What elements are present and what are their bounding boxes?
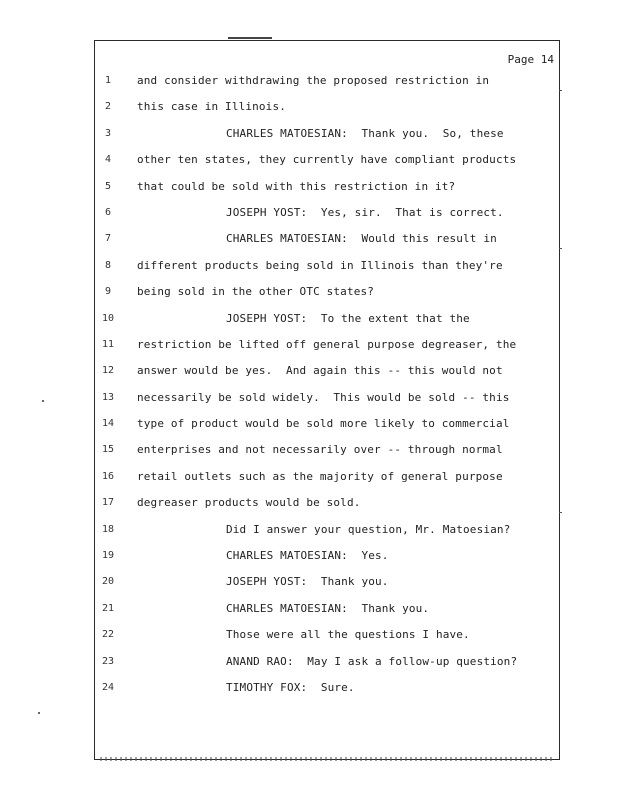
line-number: 8 [104,259,112,271]
line-number: 18 [101,523,115,535]
edge-tick [559,512,562,513]
line-number: 16 [101,470,115,482]
line-text: that could be sold with this restriction in it? [137,179,456,193]
transcript-line [0,385,618,411]
transcript-line [0,464,618,490]
line-number: 14 [101,418,115,430]
line-number: 21 [101,602,115,614]
line-text: being sold in the other OTC states? [137,285,375,299]
line-text: JOSEPH YOST: Yes, sir. That is correct. [226,205,504,219]
bottom-scan-noise [100,757,555,761]
transcript-line [0,569,618,595]
line-text: TIMOTHY FOX: Sure. [226,680,355,694]
line-text: ANAND RAO: May I ask a follow-up question? [226,654,518,668]
line-text: CHARLES MATOESIAN: Thank you. So, these [226,126,504,140]
line-number: 13 [101,391,115,403]
margin-speck [42,400,44,402]
transcript-line [0,226,618,252]
transcript-line [0,147,618,173]
transcript-line [0,121,618,147]
line-text: this case in Illinois. [137,100,286,114]
transcript-line [0,437,618,463]
line-number: 12 [101,365,115,377]
top-scan-mark [228,37,272,39]
line-number: 6 [104,206,112,218]
line-number: 17 [101,497,115,509]
edge-tick [559,248,562,249]
line-number: 2 [104,101,112,113]
line-text: necessarily be sold widely. This would be sold -- this [137,390,510,404]
line-text: enterprises and not necessarily over -- through normal [137,443,503,457]
line-number: 24 [101,681,115,693]
transcript-line [0,649,618,675]
line-text: and consider withdrawing the proposed restriction in [137,74,490,87]
line-number: 22 [101,629,115,641]
transcript-line [0,68,618,94]
transcript-line [0,517,618,543]
transcript-line [0,94,618,120]
line-number: 20 [101,576,115,588]
line-text: CHARLES MATOESIAN: Yes. [226,549,389,563]
line-text: CHARLES MATOESIAN: Thank you. [226,601,430,615]
line-text: degreaser products would be sold. [137,496,361,510]
line-text: other ten states, they currently have compliant products [137,153,517,167]
transcript-line [0,332,618,358]
line-number: 19 [101,550,115,562]
transcript-line [0,543,618,569]
line-text: retail outlets such as the majority of general purpose [137,469,503,483]
line-text: type of product would be sold more likely to commercial [137,417,510,431]
transcript-body [0,68,618,701]
transcript-line [0,358,618,384]
line-number: 15 [101,444,115,456]
transcript-line [0,596,618,622]
line-number: 3 [104,127,112,139]
line-number: 5 [104,180,112,192]
line-number: 1 [104,75,112,86]
line-number: 23 [101,655,115,667]
transcript-line [0,279,618,305]
line-number: 11 [101,338,115,350]
line-text: JOSEPH YOST: Thank you. [226,575,389,589]
edge-tick [559,90,562,91]
line-number: 10 [101,312,115,324]
line-text: restriction be lifted off general purpose degreaser, the [137,337,517,351]
transcript-line [0,675,618,701]
transcript-line [0,200,618,226]
line-number: 4 [104,154,112,166]
line-text: answer would be yes. And again this -- this would not [137,364,503,378]
line-number: 7 [104,233,112,245]
line-number: 9 [104,286,112,298]
transcript-line [0,306,618,332]
line-text: different products being sold in Illinois than they're [137,258,503,272]
margin-speck [38,712,40,714]
line-text: JOSEPH YOST: To the extent that the [226,311,470,325]
transcript-line [0,490,618,516]
transcript-line [0,411,618,437]
line-text: Those were all the questions I have. [226,628,470,642]
transcript-line [0,253,618,279]
line-text: Did I answer your question, Mr. Matoesian? [226,522,511,536]
line-text: CHARLES MATOESIAN: Would this result in [226,232,497,246]
page-number: Page 14 [507,53,554,66]
transcript-line [0,622,618,648]
transcript-line [0,174,618,200]
